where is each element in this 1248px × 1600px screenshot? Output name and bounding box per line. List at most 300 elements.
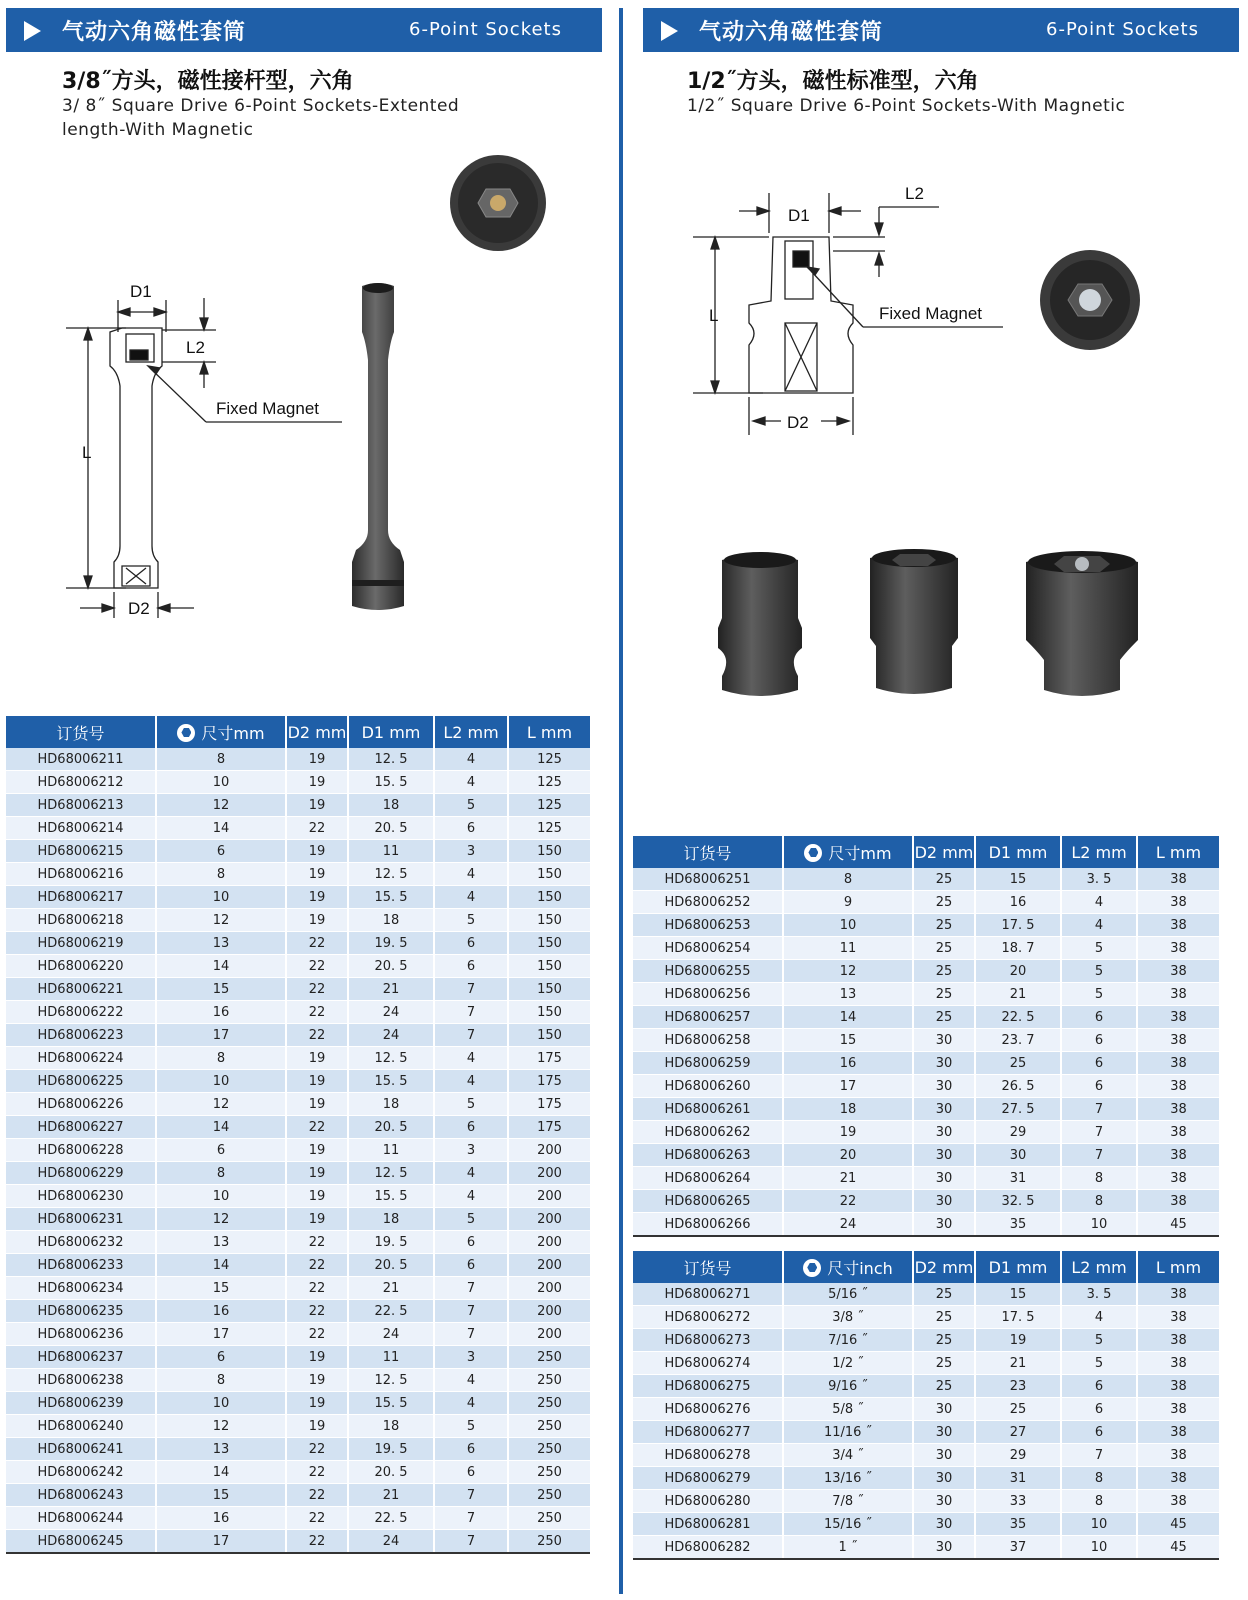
table-cell: 24 (348, 1323, 434, 1346)
table-row (6, 886, 590, 909)
table-cell: 30 (913, 1444, 975, 1467)
left-banner-title-zh: 气动六角磁性套筒 (62, 20, 247, 45)
table-cell: 8 (156, 1369, 286, 1392)
table-cell: 4 (434, 1070, 508, 1093)
table-row (6, 1047, 590, 1070)
table-cell: 35 (975, 1213, 1061, 1237)
table-cell: 7 (434, 1530, 508, 1554)
table-cell: 175 (508, 1047, 590, 1070)
table-cell: 22 (286, 1300, 348, 1323)
socket-medium-image (870, 549, 958, 694)
table-cell: 5 (1061, 937, 1137, 960)
table-cell: 22 (286, 1323, 348, 1346)
table-row (6, 1231, 590, 1254)
table-row (6, 1162, 590, 1185)
table-cell: 19 (286, 909, 348, 932)
table-cell: 19 (286, 1093, 348, 1116)
table-cell: 3/4 ˝ (783, 1444, 913, 1467)
table-cell: 30 (975, 1144, 1061, 1167)
table-cell: 4 (434, 863, 508, 886)
hexagon-icon (804, 844, 822, 862)
table-cell: 4 (434, 886, 508, 909)
table-cell: 24 (783, 1213, 913, 1237)
table-row (633, 1329, 1219, 1352)
table-row (633, 1144, 1219, 1167)
table-cell: HD68006276 (633, 1398, 783, 1421)
table-cell: 38 (1137, 1075, 1219, 1098)
table-cell: HD68006229 (6, 1162, 156, 1185)
table-row (6, 1415, 590, 1438)
table-row (6, 1116, 590, 1139)
table-cell: HD68006219 (6, 932, 156, 955)
table-row (633, 960, 1219, 983)
table-cell: 150 (508, 955, 590, 978)
table-cell: 6 (1061, 1006, 1137, 1029)
table-cell: 4 (434, 1047, 508, 1070)
table-cell: 12 (156, 1208, 286, 1231)
table-cell: 15 (156, 978, 286, 1001)
left-banner-title-en: 6-Point Sockets (409, 19, 562, 40)
table-cell: 21 (348, 1484, 434, 1507)
table-cell: 19 (975, 1329, 1061, 1352)
table-cell: HD68006238 (6, 1369, 156, 1392)
table-cell: 16 (783, 1052, 913, 1075)
right-table-mm-header-label: 尺寸mm (828, 843, 892, 863)
table-cell: 21 (975, 983, 1061, 1006)
table-cell: 14 (783, 1006, 913, 1029)
table-cell: 4 (434, 771, 508, 794)
table-cell: 16 (156, 1507, 286, 1530)
table-cell: 200 (508, 1139, 590, 1162)
table-cell: 250 (508, 1484, 590, 1507)
table-cell: HD68006221 (6, 978, 156, 1001)
table-cell: 5 (434, 794, 508, 817)
table-cell: 24 (348, 1530, 434, 1554)
left-label-magnet: Fixed Magnet (216, 399, 319, 418)
table-cell: 200 (508, 1254, 590, 1277)
left-spec-table (6, 716, 590, 1554)
table-cell: 22 (286, 1254, 348, 1277)
table-cell: HD68006271 (633, 1283, 783, 1306)
table-row (6, 794, 590, 817)
table-cell: 6 (1061, 1052, 1137, 1075)
table-row (633, 1375, 1219, 1398)
table-cell: 8 (156, 863, 286, 886)
left-table-header-3 (348, 716, 434, 748)
table-cell: 19 (286, 1070, 348, 1093)
right-desc-line1: 1/2˝ Square Drive 6-Point Sockets-With Magnetic (687, 96, 1126, 116)
table-cell: 250 (508, 1461, 590, 1484)
table-cell: HD68006220 (6, 955, 156, 978)
right-banner-title-zh: 气动六角磁性套筒 (699, 20, 884, 45)
left-label-d1: D1 (130, 282, 152, 301)
table-row (633, 1306, 1219, 1329)
table-cell: 12. 5 (348, 748, 434, 771)
right-table-inch-header-1 (783, 1251, 913, 1283)
table-cell: 9/16 ˝ (783, 1375, 913, 1398)
table-cell: HD68006277 (633, 1421, 783, 1444)
table-cell: 38 (1137, 1029, 1219, 1052)
table-cell: 19 (286, 1185, 348, 1208)
right-table-mm-header-1 (783, 836, 913, 868)
table-row (633, 1513, 1219, 1536)
table-cell: 22 (286, 1231, 348, 1254)
table-cell: 38 (1137, 1006, 1219, 1029)
table-cell: 6 (434, 955, 508, 978)
table-row (633, 1213, 1219, 1237)
table-cell: HD68006213 (6, 794, 156, 817)
right-table-mm-header-2 (913, 836, 975, 868)
table-cell: 7 (434, 1507, 508, 1530)
table-cell: 12 (156, 909, 286, 932)
table-row (633, 1283, 1219, 1306)
table-row (6, 909, 590, 932)
right-banner (643, 8, 1239, 52)
table-cell: 38 (1137, 1375, 1219, 1398)
table-row (6, 748, 590, 771)
table-cell: 38 (1137, 1283, 1219, 1306)
table-cell: 38 (1137, 1052, 1219, 1075)
table-cell: 26. 5 (975, 1075, 1061, 1098)
table-cell: 3. 5 (1061, 868, 1137, 891)
table-cell: 19 (783, 1121, 913, 1144)
left-subtitle: 3/8˝方头，磁性接杆型，六角 (62, 69, 354, 94)
table-cell: 5 (1061, 1329, 1137, 1352)
right-table-mm-header-5 (1137, 836, 1219, 868)
table-cell: 27. 5 (975, 1098, 1061, 1121)
table-row (6, 932, 590, 955)
table-cell: 125 (508, 771, 590, 794)
table-cell: 10 (1061, 1213, 1137, 1237)
triangle-icon (661, 21, 678, 41)
table-cell: 8 (783, 868, 913, 891)
table-cell: 200 (508, 1162, 590, 1185)
table-cell: 21 (348, 978, 434, 1001)
table-cell: HD68006226 (6, 1093, 156, 1116)
table-cell: 20 (783, 1144, 913, 1167)
table-cell: 150 (508, 886, 590, 909)
table-cell: 150 (508, 909, 590, 932)
table-cell: 25 (913, 983, 975, 1006)
table-cell: 38 (1137, 1167, 1219, 1190)
table-row (633, 937, 1219, 960)
right-table-inch-header-5 (1137, 1251, 1219, 1283)
table-cell: 12. 5 (348, 1047, 434, 1070)
table-cell: HD68006266 (633, 1213, 783, 1237)
table-cell: 38 (1137, 937, 1219, 960)
table-cell: 12 (156, 1415, 286, 1438)
table-cell: HD68006259 (633, 1052, 783, 1075)
table-cell: HD68006233 (6, 1254, 156, 1277)
table-cell: 3 (434, 1139, 508, 1162)
right-table-inch-header-2 (913, 1251, 975, 1283)
table-cell: 17 (156, 1323, 286, 1346)
table-cell: 25 (913, 914, 975, 937)
table-row (6, 1392, 590, 1415)
table-cell: 15 (156, 1484, 286, 1507)
table-cell: HD68006258 (633, 1029, 783, 1052)
table-cell: HD68006280 (633, 1490, 783, 1513)
table-cell: 22 (286, 1277, 348, 1300)
right-dimension-drawing (693, 173, 1033, 453)
hexagon-icon (803, 1259, 821, 1277)
table-cell: 7 (434, 978, 508, 1001)
table-cell: 175 (508, 1116, 590, 1139)
table-cell: 8 (1061, 1490, 1137, 1513)
table-cell: 250 (508, 1346, 590, 1369)
table-cell: HD68006228 (6, 1139, 156, 1162)
table-row (6, 978, 590, 1001)
table-cell: 19 (286, 1392, 348, 1415)
table-cell: 12. 5 (348, 863, 434, 886)
right-table-inch-header-0 (633, 1251, 783, 1283)
table-cell: 4 (434, 1369, 508, 1392)
table-cell: 250 (508, 1392, 590, 1415)
table-cell: 19 (286, 886, 348, 909)
table-cell: 18 (783, 1098, 913, 1121)
table-cell: 25 (913, 1352, 975, 1375)
table-cell: 38 (1137, 1121, 1219, 1144)
table-row (6, 1185, 590, 1208)
table-cell: 12 (156, 794, 286, 817)
table-cell: 3 (434, 1346, 508, 1369)
table-cell: 22. 5 (975, 1006, 1061, 1029)
table-cell: HD68006230 (6, 1185, 156, 1208)
socket-small-image (718, 552, 802, 696)
table-cell: 13 (783, 983, 913, 1006)
table-cell: HD68006232 (6, 1231, 156, 1254)
table-cell: 10 (156, 886, 286, 909)
table-cell: 22 (286, 1001, 348, 1024)
table-cell: 8 (156, 1047, 286, 1070)
table-cell: 30 (913, 1490, 975, 1513)
right-table-inch-header-3 (975, 1251, 1061, 1283)
left-table-header-label: L mm (526, 722, 573, 742)
table-cell: 6 (156, 1346, 286, 1369)
table-cell: HD68006235 (6, 1300, 156, 1323)
table-row (6, 863, 590, 886)
table-cell: HD68006255 (633, 960, 783, 983)
table-cell: 25 (913, 868, 975, 891)
table-cell: 4 (1061, 914, 1137, 937)
table-cell: 6 (1061, 1398, 1137, 1421)
left-table-header-label: D1 mm (361, 722, 421, 742)
table-cell: 5/8 ˝ (783, 1398, 913, 1421)
left-label-d2: D2 (128, 599, 150, 618)
table-cell: 38 (1137, 1306, 1219, 1329)
table-cell: 10 (783, 914, 913, 937)
table-cell: 15/16 ˝ (783, 1513, 913, 1536)
table-row (633, 914, 1219, 937)
table-row (6, 1277, 590, 1300)
table-row (6, 1300, 590, 1323)
table-cell: 27 (975, 1421, 1061, 1444)
table-cell: HD68006240 (6, 1415, 156, 1438)
table-cell: 38 (1137, 1398, 1219, 1421)
table-cell: HD68006214 (6, 817, 156, 840)
table-cell: 6 (434, 817, 508, 840)
table-cell: 21 (975, 1352, 1061, 1375)
table-cell: 45 (1137, 1513, 1219, 1536)
table-row (633, 1098, 1219, 1121)
table-cell: 32. 5 (975, 1190, 1061, 1213)
table-cell: 38 (1137, 1329, 1219, 1352)
table-cell: 20. 5 (348, 1116, 434, 1139)
table-row (633, 1467, 1219, 1490)
left-extended-socket-image (344, 280, 414, 620)
table-cell: HD68006212 (6, 771, 156, 794)
table-cell: 4 (434, 1392, 508, 1415)
table-cell: 200 (508, 1185, 590, 1208)
table-cell: 17 (783, 1075, 913, 1098)
table-cell: 24 (348, 1001, 434, 1024)
table-cell: 19 (286, 1369, 348, 1392)
table-cell: 16 (156, 1001, 286, 1024)
table-cell: 22 (286, 955, 348, 978)
table-cell: 150 (508, 932, 590, 955)
table-cell: 22 (286, 1484, 348, 1507)
right-table-inch-header-label: 尺寸inch (827, 1258, 893, 1278)
table-cell: HD68006261 (633, 1098, 783, 1121)
table-cell: 6 (434, 1438, 508, 1461)
table-cell: HD68006245 (6, 1530, 156, 1554)
table-cell: HD68006275 (633, 1375, 783, 1398)
table-cell: 5 (434, 1093, 508, 1116)
right-table-mm-header-label: D2 mm (914, 842, 974, 862)
table-cell: HD68006281 (633, 1513, 783, 1536)
left-table-header-label: 订货号 (56, 723, 105, 743)
table-cell: 12 (783, 960, 913, 983)
table-cell: HD68006225 (6, 1070, 156, 1093)
right-table-mm-header-4 (1061, 836, 1137, 868)
table-cell: HD68006257 (633, 1006, 783, 1029)
table-cell: 19 (286, 748, 348, 771)
table-cell: 250 (508, 1369, 590, 1392)
table-cell: HD68006227 (6, 1116, 156, 1139)
table-cell: 45 (1137, 1536, 1219, 1560)
table-cell: 5/16 ˝ (783, 1283, 913, 1306)
table-cell: HD68006242 (6, 1461, 156, 1484)
table-row (6, 1070, 590, 1093)
table-cell: 6 (1061, 1075, 1137, 1098)
table-cell: 17. 5 (975, 914, 1061, 937)
right-spec-table-mm (633, 836, 1219, 1237)
table-cell: HD68006216 (6, 863, 156, 886)
table-row (6, 1323, 590, 1346)
table-cell: 19. 5 (348, 932, 434, 955)
table-cell: 25 (913, 1283, 975, 1306)
table-cell: 6 (434, 932, 508, 955)
table-cell: 30 (913, 1098, 975, 1121)
table-cell: 22 (286, 1507, 348, 1530)
table-cell: 13/16 ˝ (783, 1467, 913, 1490)
table-row (633, 1121, 1219, 1144)
table-cell: 200 (508, 1277, 590, 1300)
table-cell: HD68006264 (633, 1167, 783, 1190)
table-row (6, 1001, 590, 1024)
table-cell: 30 (913, 1029, 975, 1052)
right-section (643, 8, 1239, 1555)
table-cell: HD68006252 (633, 891, 783, 914)
right-table-inch-header-label: L mm (1155, 1257, 1202, 1277)
right-table-mm-header-label: 订货号 (683, 843, 732, 863)
table-cell: 23 (975, 1375, 1061, 1398)
table-cell: 175 (508, 1070, 590, 1093)
right-label-d1: D1 (788, 206, 810, 225)
table-cell: 21 (783, 1167, 913, 1190)
table-cell: 30 (913, 1536, 975, 1560)
table-cell: 19 (286, 1346, 348, 1369)
table-cell: HD68006278 (633, 1444, 783, 1467)
right-table-inch-header-label: D1 mm (988, 1257, 1048, 1277)
table-cell: HD68006243 (6, 1484, 156, 1507)
table-cell: 10 (156, 1392, 286, 1415)
left-label-l: L (82, 443, 92, 462)
table-row (633, 1167, 1219, 1190)
table-cell: HD68006265 (633, 1190, 783, 1213)
table-row (6, 1507, 590, 1530)
table-cell: 7 (434, 1277, 508, 1300)
table-cell: HD68006241 (6, 1438, 156, 1461)
right-table-inch-header-label: D2 mm (914, 1257, 974, 1277)
table-row (6, 1208, 590, 1231)
table-cell: 15. 5 (348, 1185, 434, 1208)
left-section (6, 8, 602, 1549)
table-row (6, 771, 590, 794)
table-cell: 38 (1137, 960, 1219, 983)
left-table-header-0 (6, 716, 156, 748)
table-cell: 38 (1137, 914, 1219, 937)
table-row (6, 840, 590, 863)
table-cell: 23. 7 (975, 1029, 1061, 1052)
table-cell: 31 (975, 1467, 1061, 1490)
table-row (6, 1093, 590, 1116)
table-cell: 19 (286, 863, 348, 886)
table-cell: 16 (156, 1300, 286, 1323)
table-cell: HD68006273 (633, 1329, 783, 1352)
table-row (6, 1530, 590, 1554)
table-cell: 6 (434, 1254, 508, 1277)
table-cell: 38 (1137, 868, 1219, 891)
table-cell: 30 (913, 1513, 975, 1536)
table-cell: 7/8 ˝ (783, 1490, 913, 1513)
column-divider (619, 8, 623, 1594)
table-cell: 19 (286, 1415, 348, 1438)
table-cell: 9 (783, 891, 913, 914)
table-cell: 1/2 ˝ (783, 1352, 913, 1375)
table-cell: 15 (156, 1277, 286, 1300)
table-cell: 4 (434, 1162, 508, 1185)
table-cell: 22 (286, 1024, 348, 1047)
table-cell: 3. 5 (1061, 1283, 1137, 1306)
table-cell: 11 (783, 937, 913, 960)
table-cell: 15. 5 (348, 1392, 434, 1415)
table-cell: 19 (286, 771, 348, 794)
table-cell: 19 (286, 1047, 348, 1070)
table-cell: HD68006224 (6, 1047, 156, 1070)
table-cell: 22 (286, 932, 348, 955)
table-cell: 38 (1137, 1098, 1219, 1121)
table-cell: 19 (286, 1162, 348, 1185)
table-cell: 4 (434, 748, 508, 771)
table-row (6, 1254, 590, 1277)
table-cell: HD68006223 (6, 1024, 156, 1047)
table-cell: 38 (1137, 1144, 1219, 1167)
table-cell: 17. 5 (975, 1306, 1061, 1329)
hexagon-icon (177, 724, 195, 742)
table-cell: 7 (434, 1024, 508, 1047)
table-cell: 6 (156, 840, 286, 863)
